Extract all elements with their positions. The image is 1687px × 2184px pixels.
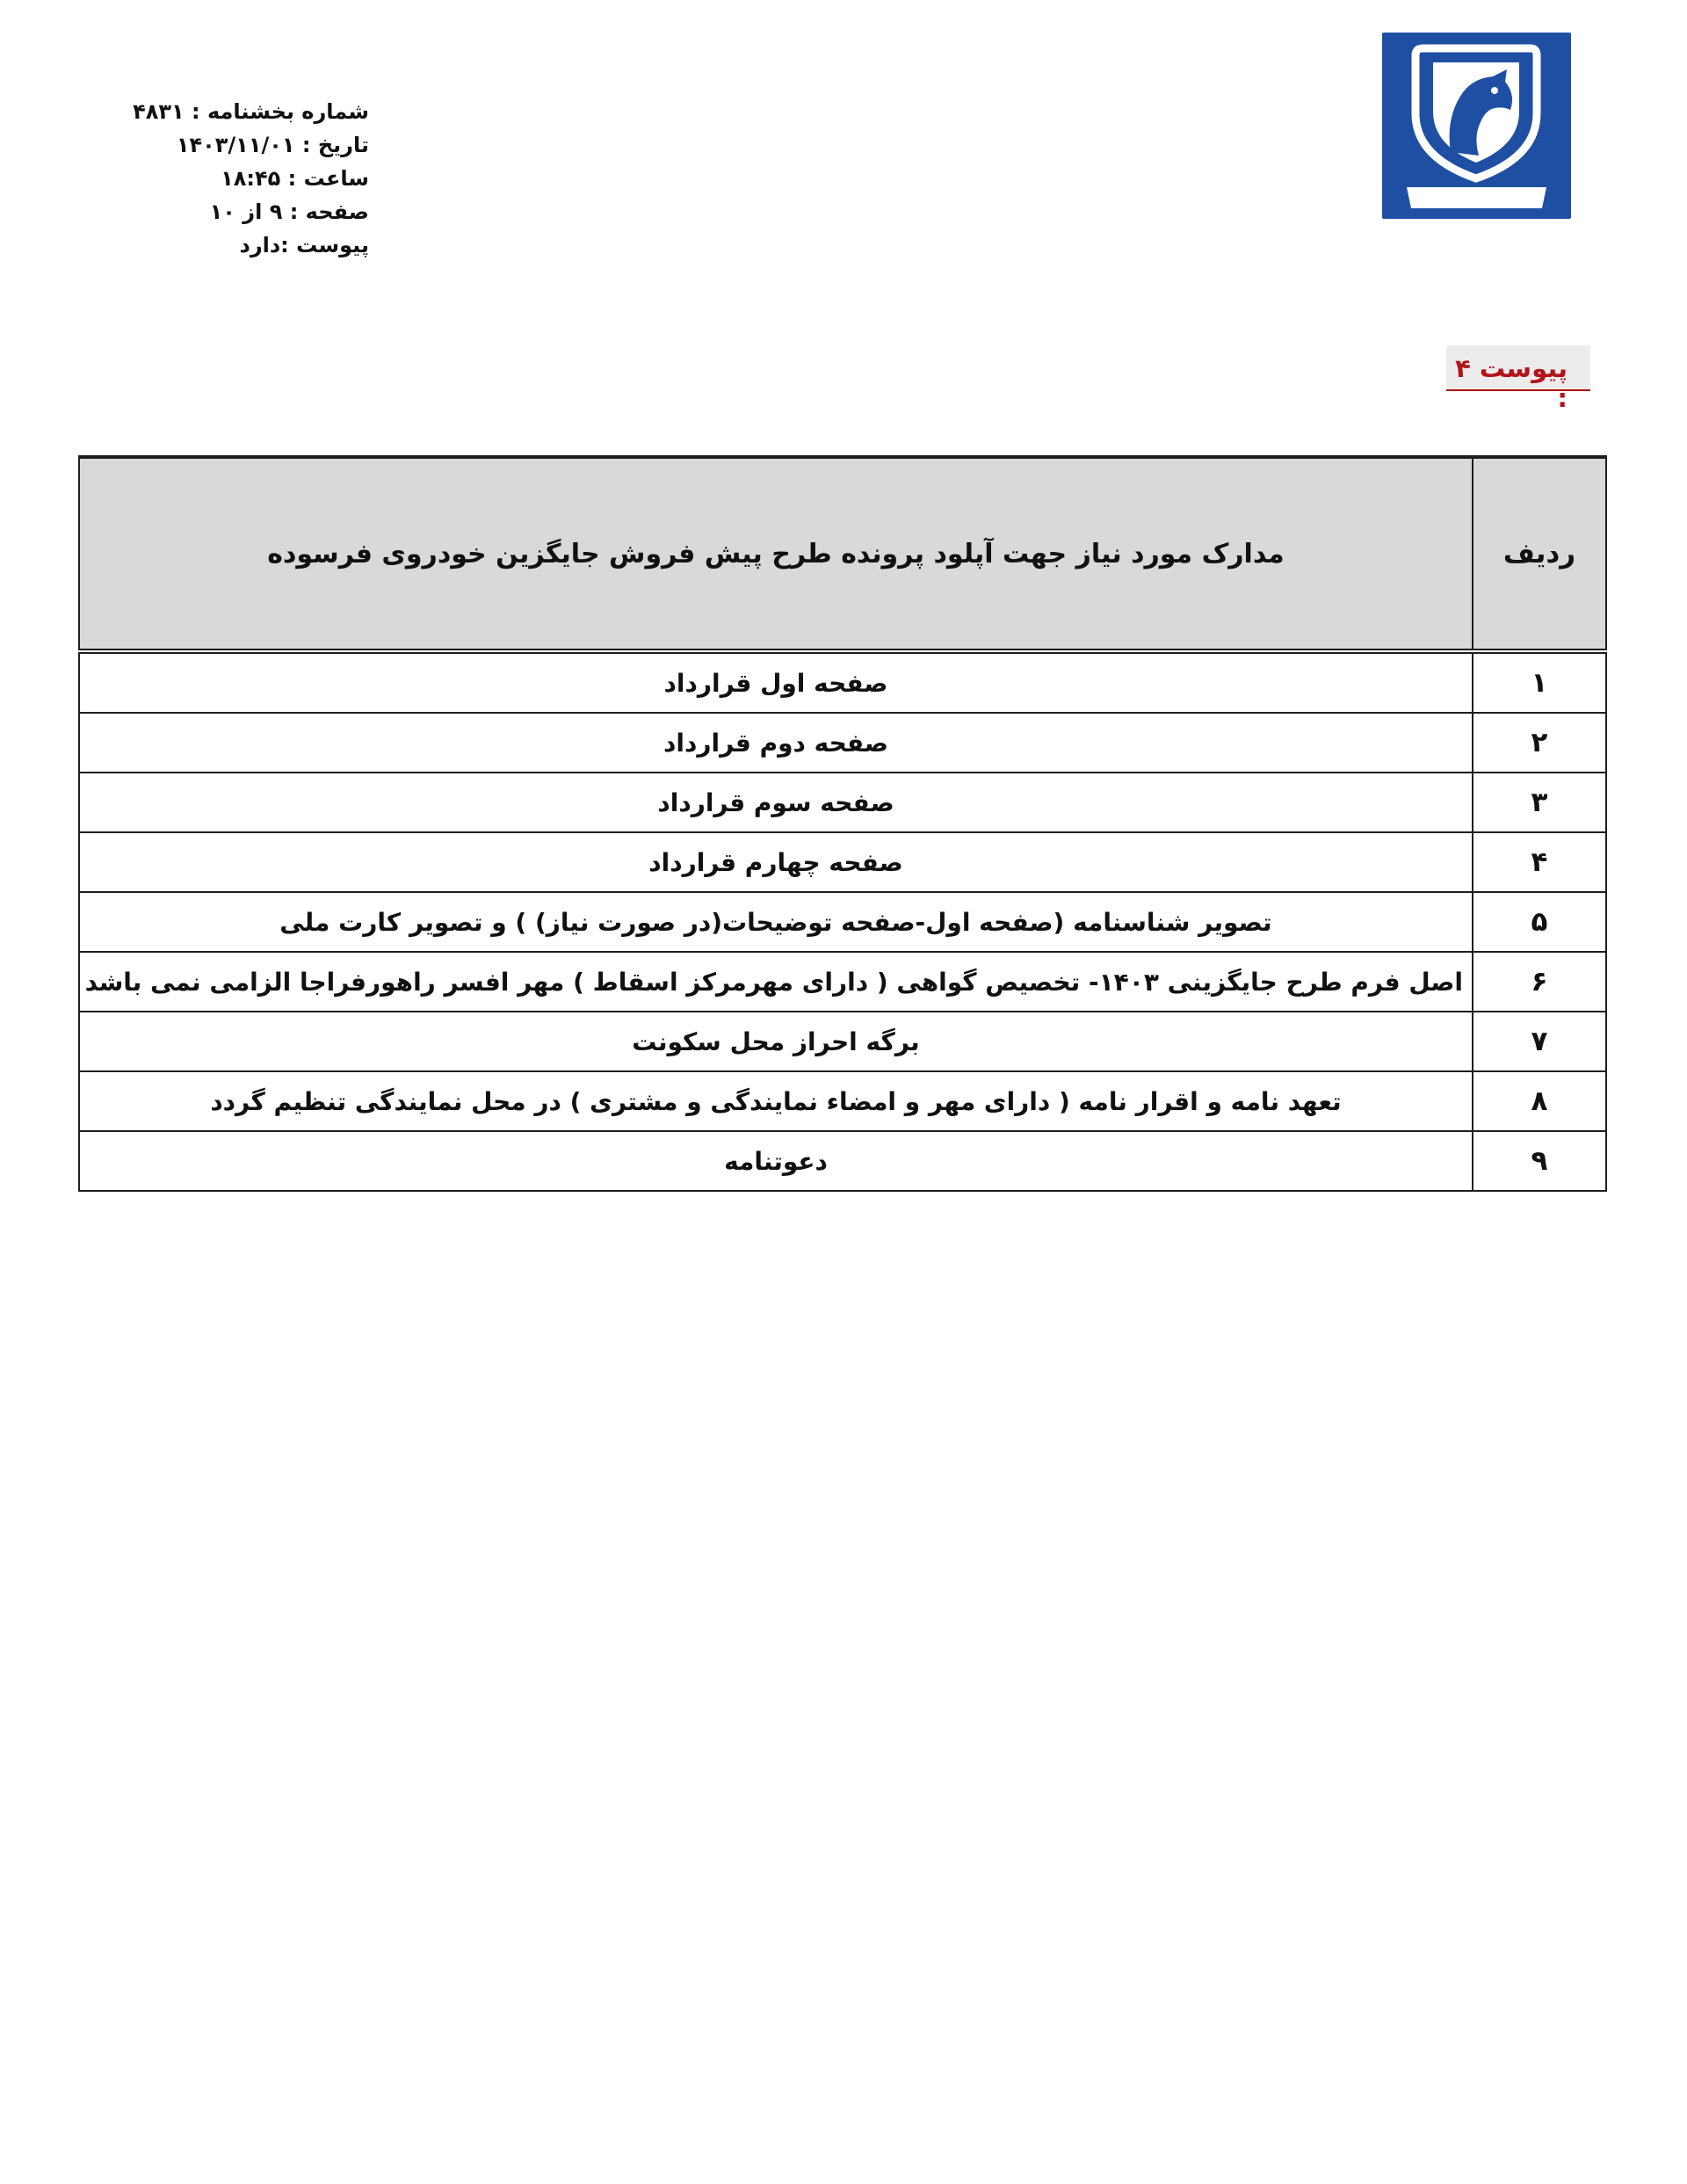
iran-khodro-logo	[1382, 33, 1571, 219]
circular-number: شماره بخشنامه : ۴۸۳۱	[133, 99, 369, 124]
row-number: ۲	[1473, 713, 1606, 773]
row-number: ۳	[1473, 773, 1606, 832]
circular-info	[123, 95, 369, 262]
table-header-row	[79, 457, 1606, 651]
document-description: صفحه دوم قرارداد	[79, 713, 1473, 773]
attachment-status: پیوست :دارد	[239, 233, 369, 258]
required-documents-table	[78, 455, 1607, 1192]
document-description: صفحه چهارم قرارداد	[79, 832, 1473, 892]
table-row	[79, 1131, 1606, 1191]
table-row	[79, 952, 1606, 1012]
row-number-header: ردیف	[1473, 457, 1606, 651]
documents-header: مدارک مورد نیاز جهت آپلود پرونده طرح پیش فروش جایگزین خودروی فرسوده	[79, 457, 1473, 651]
table-row	[79, 1071, 1606, 1131]
document-description: تصویر شناسنامه (صفحه اول-صفحه توضیحات(در صورت نیاز) ) و تصویر کارت ملی	[79, 892, 1473, 952]
table-row	[79, 713, 1606, 773]
document-description: برگه احراز محل سکونت	[79, 1012, 1473, 1071]
table-row	[79, 832, 1606, 892]
table-row	[79, 651, 1606, 713]
attachment-title: پیوست ۴ :	[1446, 345, 1590, 391]
row-number: ۶	[1473, 952, 1606, 1012]
table-row	[79, 892, 1606, 952]
circular-time: ساعت : ۱۸:۴۵	[221, 166, 369, 191]
row-number: ۸	[1473, 1071, 1606, 1131]
table-row	[79, 773, 1606, 832]
document-description: صفحه اول قرارداد	[79, 651, 1473, 713]
document-description: تعهد نامه و اقرار نامه ( دارای مهر و امضاء نمایندگی و مشتری ) در محل نمایندگی تنظیم گردد	[79, 1071, 1473, 1131]
row-number: ۹	[1473, 1131, 1606, 1191]
circular-date: تاریخ : ۱۴۰۳/۱۱/۰۱	[176, 133, 369, 157]
page-number: صفحه : ۹ از ۱۰	[209, 200, 369, 224]
table-row	[79, 1012, 1606, 1071]
row-number: ۵	[1473, 892, 1606, 952]
row-number: ۷	[1473, 1012, 1606, 1071]
document-description: صفحه سوم قرارداد	[79, 773, 1473, 832]
row-number: ۱	[1473, 651, 1606, 713]
horse-head-shield-icon	[1382, 33, 1571, 219]
row-number: ۴	[1473, 832, 1606, 892]
document-description: دعوتنامه	[79, 1131, 1473, 1191]
document-description: اصل فرم طرح جایگزینی ۱۴۰۳- تخصیص گواهی ( دارای مهرمرکز اسقاط ) مهر افسر راهورفراجا الزامی نمی باشد	[79, 952, 1473, 1012]
